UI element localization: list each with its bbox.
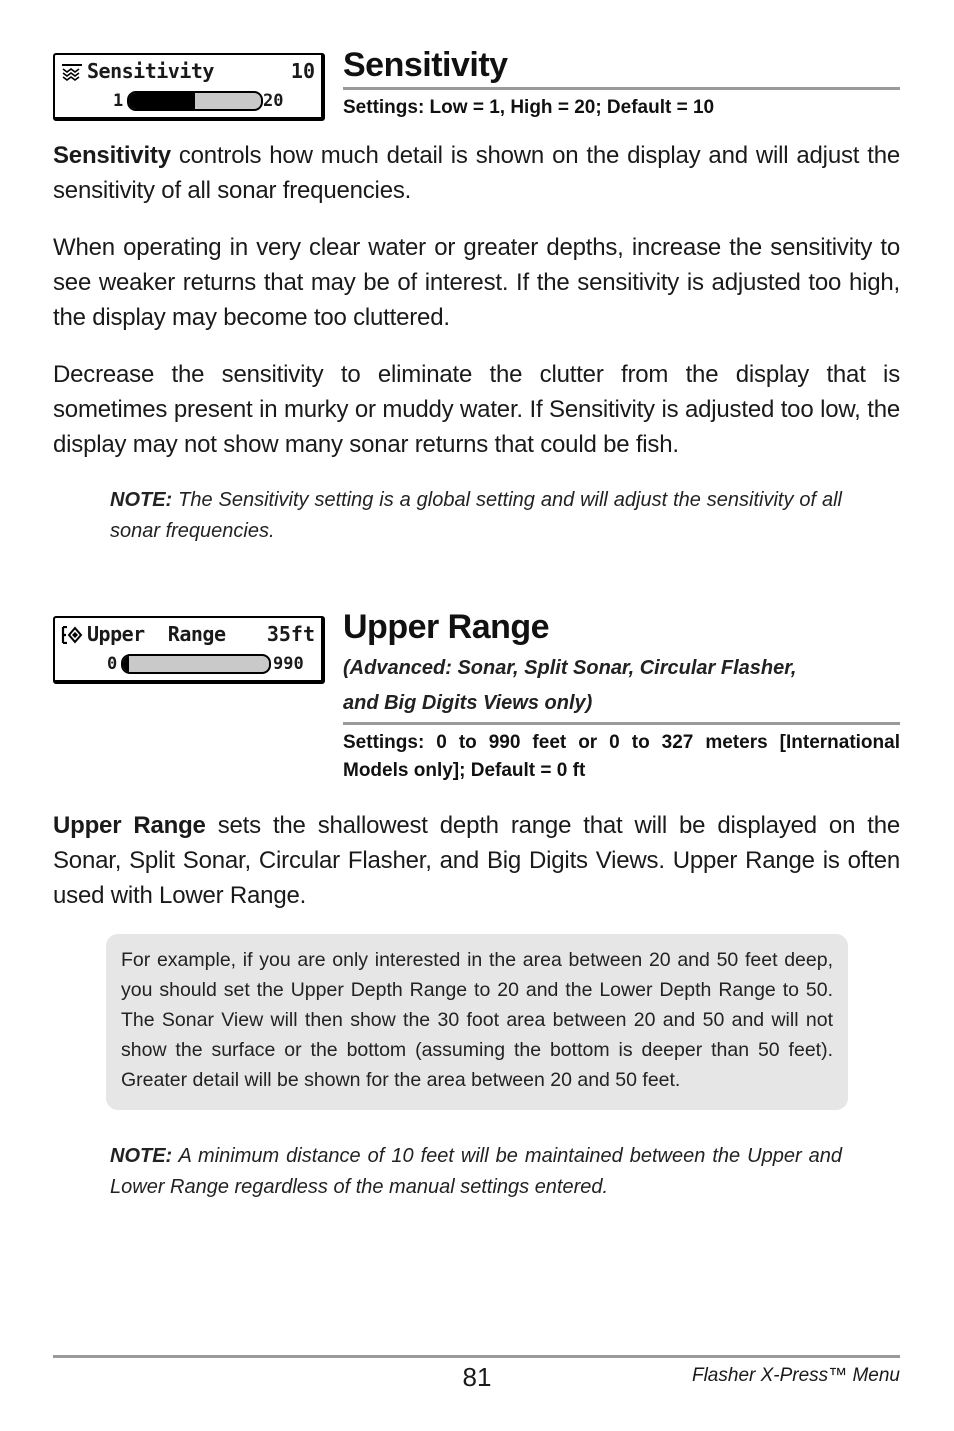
advanced-diamond-icon [61,626,83,644]
term-bold: Sensitivity [53,142,171,169]
paragraph-text: controls how much detail is shown on the display and will adjust the sensitivity of all sonar frequencies. [53,142,900,204]
sonar-waves-icon [61,63,83,81]
widget-label: Upper Range [87,622,226,646]
heading-rule [343,722,900,725]
widget-max-label: 990 [273,654,304,674]
heading-rule [343,87,900,90]
settings-line: Settings: Low = 1, High = 20; Default = 10 [343,97,715,118]
note [110,485,842,547]
section-heading: Sensitivity [343,46,508,84]
footer-section-title: Flasher X-Press™ Menu [691,1365,900,1386]
widget-label: Sensitivity [87,59,214,83]
footer-rule [53,1355,900,1358]
example-callout: For example, if you are only interested in the area between 20 and 50 feet deep, you should set the Upper Depth Range to 20 and the Lower Depth Range to 50. The Sonar View will then show the 30 foot area between 20 and 50 and will not show the surface or the bottom (assuming the bottom is deeper than 50 feet). Greater detail will be shown for the area between 20 and 50 feet. [106,934,848,1110]
widget-min-label: 0 [107,654,118,674]
note-text: A minimum distance of 10 feet will be maintained between the Upper and Lower Range regardless of the manual settings entered. [110,1145,842,1198]
section-heading: Upper Range [343,608,550,646]
upper-range-level-fill [123,656,129,672]
note-label: NOTE: [110,1145,173,1167]
widget-value: 10 [290,59,315,83]
widget-min-label: 1 [113,91,124,111]
upper-range-menu-widget [53,616,325,684]
paragraph [53,808,900,913]
note-text: The Sensitivity setting is a global setting and will adjust the sensitivity of all sonar frequencies. [110,489,842,542]
widget-value: 35ft [266,622,315,646]
availability-note: (Advanced: Sonar, Split Sonar, Circular Flasher, [343,657,797,679]
page-number: 81 [462,1362,492,1392]
paragraph [53,138,900,208]
paragraph: Decrease the sensitivity to eliminate the clutter from the display that is sometimes present in murky or muddy water. If Sensitivity is adjusted too low, the display may not show many sonar returns that could be fish. [53,361,900,458]
paragraph-text: sets the shallowest depth range that will be displayed on the Sonar, Split Sonar, Circular Flasher, and Big Digits Views. Upper Range is often used with Lower Range. [53,812,900,909]
sensitivity-level-fill [129,93,195,109]
paragraph: When operating in very clear water or greater depths, increase the sensitivity to see weaker returns that may be of interest. If the sensitivity is adjusted too high, the display may become too cluttered. [53,234,900,331]
sensitivity-menu-widget [53,53,325,121]
sensitivity-level-bar [127,91,263,111]
note-label: NOTE: [110,489,173,511]
widget-max-label: 20 [263,91,284,111]
settings-line: Settings: 0 to 990 feet or 0 to 327 meters [International Models only]; Default = 0 ft [343,732,900,781]
note [110,1141,842,1203]
term-bold: Upper Range [53,812,206,839]
upper-range-level-bar [121,654,271,674]
availability-note: and Big Digits Views only) [343,692,593,714]
